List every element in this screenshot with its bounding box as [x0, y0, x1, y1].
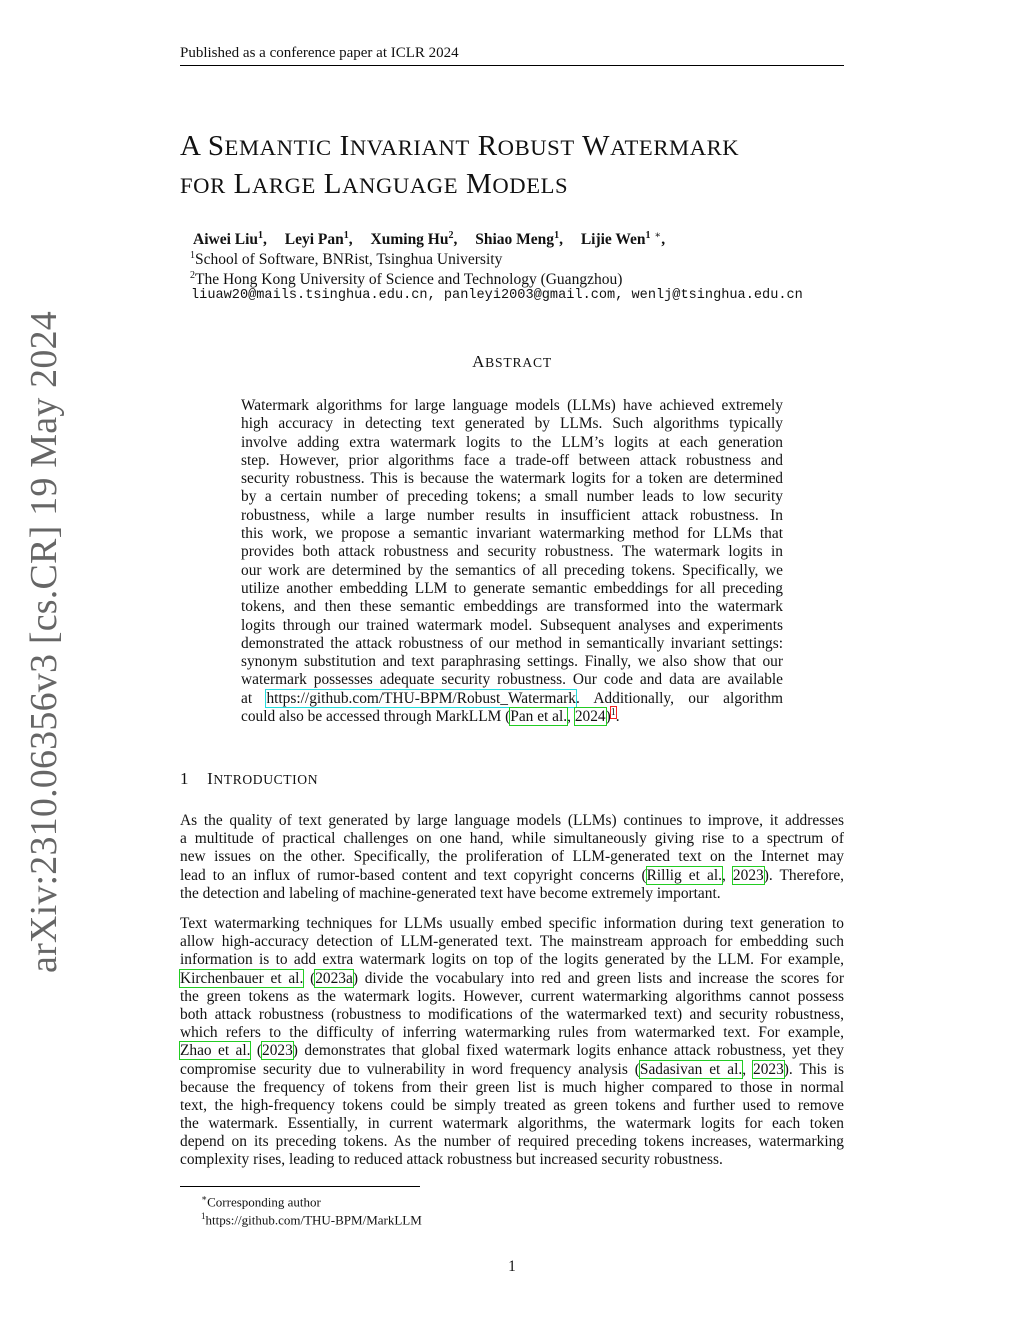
- footnote-mark: 1: [201, 1211, 206, 1221]
- author-emails: liuaw20@mails.tsinghua.edu.cn, panleyi2003@gmail.com, wenlj@tsinghua.edu.cn: [191, 288, 803, 303]
- body-line: [180, 1061, 844, 1079]
- section-heading-introduction: [180, 769, 318, 789]
- abstract-line: this work, we propose a semantic invariant watermarking method for LLMs that: [241, 525, 783, 543]
- body-text: ,: [721, 866, 733, 884]
- abstract-text: .: [615, 708, 620, 726]
- intro-paragraph-2: [180, 915, 844, 1170]
- abstract-text: at: [241, 689, 267, 707]
- body-text: (: [303, 969, 316, 987]
- abstract-line: involve adding extra watermark logits to the LLM’s logits at each generation: [241, 433, 783, 451]
- author-affil-sup: 1: [554, 230, 560, 241]
- body-line: [180, 867, 844, 885]
- body-line: which refers to the difficulty of inferring watermarking rules from watermarked text. For example,: [180, 1024, 844, 1042]
- footnote-text: Corresponding author: [207, 1194, 321, 1210]
- intro-paragraph-1: [180, 812, 844, 903]
- body-line: Text watermarking techniques for LLMs usually embed specific information during text generation to: [180, 915, 844, 932]
- citation-link-zhao-author[interactable]: Zhao et al.: [180, 1042, 251, 1060]
- author-affil-sup: 1: [258, 230, 264, 241]
- abstract-text: could also be accessed through MarkLLM (: [241, 708, 511, 726]
- title-word-cap: I: [339, 130, 350, 162]
- body-line: complexity rises, leading to reduced attack robustness but increased security robustness.: [180, 1151, 723, 1169]
- corresponding-author-marker: ∗: [654, 230, 662, 241]
- title-word-rest: NVARIANT: [349, 135, 470, 160]
- title-word-rest: FOR: [180, 173, 226, 198]
- author-name: Aiwei Liu: [193, 231, 259, 249]
- code-repository-link[interactable]: https://github.com/THU-BPM/Robust_Watermark: [266, 689, 576, 707]
- author-affil-sup: 2: [448, 230, 454, 241]
- abstract-line: [241, 690, 783, 708]
- footnote-ref-link[interactable]: 1: [610, 706, 616, 718]
- body-text: ). Therefore,: [763, 866, 845, 884]
- citation-link-pan-year[interactable]: 2024: [574, 708, 606, 726]
- author: Leyi Pan$^1$,: [284, 230, 353, 249]
- title-word: A: [180, 130, 200, 162]
- footnote-url[interactable]: https://github.com/THU-BPM/MarkLLM: [205, 1212, 422, 1228]
- affiliation-text: The Hong Kong University of Science and Technology (Guangzhou): [195, 271, 623, 289]
- author-affil-sup: 1: [645, 230, 651, 241]
- affiliation-text: School of Software, BNRist, Tsinghua University: [195, 251, 503, 269]
- citation-link-rillig-author[interactable]: Rillig et al.: [646, 866, 722, 884]
- paper-title: [180, 128, 739, 204]
- author-name: Lijie Wen: [580, 231, 646, 249]
- body-line: both attack robustness (robustness to modifications of the watermarked text) and security robustness,: [180, 1005, 844, 1023]
- abstract-text: ): [605, 708, 611, 726]
- title-word-cap: W: [582, 130, 611, 162]
- title-word-rest: ATERMARK: [610, 135, 740, 160]
- body-text: compromise security due to vulnerability in word frequency analysis (: [180, 1060, 640, 1078]
- abstract-line: synonym substitution and text paraphrasing settings. Finally, we also show that our: [241, 653, 783, 671]
- author: Aiwei Liu$^1$,: [193, 230, 267, 249]
- citation-link-sadasivan-year[interactable]: 2023: [753, 1060, 784, 1078]
- title-word-rest: OBUST: [497, 135, 575, 160]
- abstract-line: [241, 708, 783, 726]
- body-line: the watermark. Essentially, in current watermark algorithms, the watermark logits for each token: [180, 1115, 844, 1133]
- title-word-rest: ANGUAGE: [342, 173, 459, 198]
- abstract-line: watermark possesses adequate security robustness. Our code and data are available: [241, 671, 783, 689]
- title-line-1: [180, 128, 739, 166]
- abstract-line: utilize another embedding LLM to generate semantic embeddings for all preceding: [241, 579, 783, 597]
- body-line: [180, 1042, 844, 1060]
- body-text: lead to an influx of rumor-based content and text copyright concerns (: [180, 866, 647, 884]
- abstract-line: logits through our trained watermark model. Subsequent analyses and experiments: [241, 616, 783, 634]
- title-line-2: [180, 166, 739, 204]
- author-affil-sup: 1: [343, 230, 349, 241]
- section-title-cap: I: [207, 769, 214, 788]
- author-name: Xuming Hu: [370, 231, 449, 249]
- abstract-line: by a certain number of preceding tokens; a small number leads to low security: [241, 488, 783, 506]
- author: Shiao Meng$^1$,: [475, 230, 563, 249]
- body-line: the green tokens as the watermark logits. However, current watermarking algorithms cannot possess: [180, 987, 844, 1005]
- citation-link-sadasivan-author[interactable]: Sadasivan et al.: [639, 1060, 743, 1078]
- abstract-line: provides both attack robustness and security robustness. The watermark logits in: [241, 543, 783, 561]
- abstract-line: high accuracy in detecting text generated by LLMs. Such algorithms typically: [241, 415, 783, 433]
- title-word-cap: L: [233, 168, 252, 200]
- abstract-heading-rest: BSTRACT: [485, 355, 552, 370]
- author: Lijie Wen$^1$ ∗,: [580, 230, 666, 249]
- title-word-rest: ODELS: [492, 173, 569, 198]
- abstract-line: security robustness. This is because the watermark logits for a token are determined: [241, 470, 783, 488]
- affiliation-sup: 2: [190, 270, 195, 281]
- header-rule: [180, 65, 844, 66]
- citation-link-zhao-year[interactable]: 2023: [262, 1042, 293, 1060]
- abstract-line: our work are determined by the semantics of all preceding tokens. Specifically, we: [241, 561, 783, 579]
- body-line: new issues on the other. Specifically, the proliferation of LLM-generated text on the Internet may: [180, 848, 844, 866]
- section-number: 1: [180, 769, 190, 788]
- author: Xuming Hu$^2$,: [370, 230, 458, 249]
- running-header: Published as a conference paper at ICLR 2024: [180, 45, 459, 61]
- abstract-heading: [0, 352, 1024, 372]
- body-line: allow high-accuracy detection of LLM-generated text. The mainstream approach for embedding such: [180, 933, 844, 951]
- body-text: ) divide the vocabulary into red and green lists and increase the scores for: [352, 969, 844, 987]
- title-word-cap: S: [207, 130, 225, 162]
- citation-link-kirchenbauer-author[interactable]: Kirchenbauer et al.: [180, 969, 304, 987]
- body-text: ). This is: [783, 1060, 844, 1078]
- footnote-rule: [180, 1186, 420, 1187]
- arxiv-id-text: arXiv:2310.06356v3 [cs.CR] 19 May 2024: [23, 311, 65, 973]
- author-name: Leyi Pan: [284, 231, 344, 249]
- body-line: the detection and labeling of machine-generated text have become extremely important.: [180, 884, 721, 902]
- body-text: ) demonstrates that global fixed watermark logits enhance attack robustness, yet they: [292, 1042, 844, 1060]
- body-line: a multitude of practical challenges on one hand, while simultaneously giving rise to a spectrum of: [180, 830, 844, 848]
- body-line: As the quality of text generated by large language models (LLMs) continues to improve, it addresses: [180, 812, 844, 829]
- section-title-rest: NTRODUCTION: [213, 772, 319, 787]
- body-line: text, the high-frequency tokens could be simply treated as green tokens and further used to remove: [180, 1096, 844, 1114]
- body-line: information is to add extra watermark logits on top of the logits generated by the LLM. For example,: [180, 951, 844, 969]
- footnote-markllm-url: [201, 1208, 422, 1228]
- footnote-mark: ∗: [201, 1193, 208, 1203]
- title-word-cap: M: [465, 168, 493, 200]
- abstract-line: step. However, prior algorithms face a trade-off between attack robustness and: [241, 451, 783, 469]
- author-name: Shiao Meng: [475, 231, 555, 249]
- body-line: because the frequency of tokens from their green list is much higher compared to those in normal: [180, 1078, 844, 1096]
- abstract-text: ,: [567, 708, 575, 726]
- title-word-cap: L: [323, 168, 343, 200]
- body-text: (: [250, 1042, 263, 1060]
- body-line: [180, 970, 844, 988]
- abstract-line: demonstrated the attack robustness of our method in semantically invariant settings:: [241, 634, 783, 652]
- abstract-line: robustness, while a large number results in insufficient attack robustness. In: [241, 506, 783, 524]
- title-word-rest: EMANTIC: [224, 135, 332, 160]
- body-line: depend on its preceding tokens. As the number of required preceding tokens increases, watermarking: [180, 1133, 844, 1151]
- citation-link-kirchenbauer-year[interactable]: 2023a: [315, 969, 353, 987]
- abstract-line: tokens, and then these semantic embeddings are transformed into the watermark: [241, 598, 783, 616]
- citation-link-rillig-year[interactable]: 2023: [732, 866, 764, 884]
- abstract-line: Watermark algorithms for large language models (LLMs) have achieved extremely: [241, 397, 783, 414]
- title-word-rest: ARGE: [251, 173, 316, 198]
- abstract-text: . Additionally, our algorithm: [576, 689, 783, 707]
- abstract-body: [241, 397, 783, 726]
- affiliation-sup: 1: [190, 250, 195, 261]
- body-text: ,: [742, 1060, 754, 1078]
- page-number: 1: [508, 1258, 516, 1275]
- title-word-cap: R: [477, 130, 498, 162]
- citation-link-pan-author[interactable]: Pan et al.: [510, 708, 568, 726]
- abstract-heading-cap: A: [472, 352, 486, 371]
